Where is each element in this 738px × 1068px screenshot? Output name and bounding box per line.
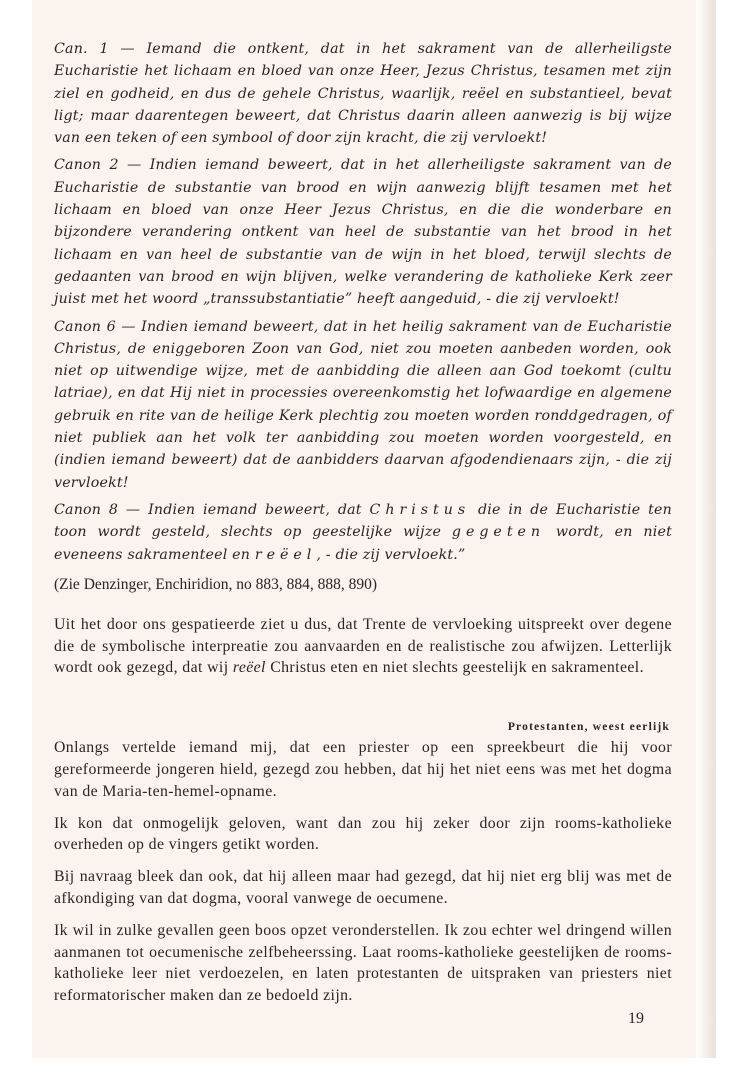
canon-8-pre: Canon 8 — Indien iemand beweert, dat <box>54 501 370 518</box>
intro-pre: Uit het door ons gespatieerde ziet u dus, dat Trente de vervloeking uitspreekt over degene die de symbolische interpreatie zou aanvaarden en de realistische zou afwijzen. Letterlijk wordt ook gezegd, dat wij <box>54 615 672 677</box>
intro-emphasis: reëel <box>232 659 266 677</box>
canon-8-post: , - die zij vervloekt.” <box>316 546 466 563</box>
canon-6: Canon 6 — Indien iemand beweert, dat in het heilig sakrament van de Eucharistie Christus, de eniggeboren Zoon van God, niet zou moeten aanbeden worden, ook niet op uitwendige wijze, met de aanbidding die alleen aan God toekomt (cultu latriae), en dat Hij niet in processies overeenkomstig het lofwaardige en algemene gebruik en rite van de heilige Kerk plechtig zou moeten worden ronddgedragen, of niet publiek aan het volk ter aanbidding zou moeten worden voorgesteld, en (indien iemand beweert) dat de aanbidders daarvan afgodendienaars zijn, - die zij vervloekt! <box>54 318 672 491</box>
canon-8-spaced-reeel: reëel <box>254 546 317 563</box>
section-paragraph-1: Onlangs vertelde iemand mij, dat een priester op een spreekbeurt die hij voor gereformeerde jongeren hield, gezegd zou hebben, dat hij het niet eens was met het dogma van de Maria-ten-hemel-opname. <box>54 739 672 800</box>
intro-post: Christus eten en niet slechts geestelijk en sakramenteel. <box>265 659 644 677</box>
canon-8-mid2: wordt, en niet eveneens sakramenteel en <box>54 524 672 563</box>
section-paragraph-3: Bij navraag bleek dan ook, dat hij alleen maar had gezegd, dat hij niet erg blij was met de afkondiging van dat dogma, vooral vanwege de oecumene. <box>54 868 672 907</box>
page-edge-shadow <box>696 0 716 1058</box>
section-paragraph-2: Ik kon dat onmogelijk geloven, want dan zou hij zeker door zijn rooms-katholieke overheden op de vingers getikt worden. <box>54 814 672 854</box>
book-page <box>32 0 716 1058</box>
canon-8-spaced-christus: Christus <box>369 501 471 518</box>
canon-8 <box>54 499 672 566</box>
section-heading: Protestanten, weest eerlijk <box>507 721 670 734</box>
canon-8-mid: die in de Eucharistie ten toon wordt gesteld, slechts op geestelijke wijze <box>54 501 672 541</box>
canon-2: Canon 2 — Indien iemand beweert, dat in het allerheiligste sakrament van de Eucharistie de substantie van brood en wijn aanwezig blijft tesamen met het lichaam en bloed van onze Heer Jezus Christus, en die die wonderbare en bijzondere verandering ontkent van heel de substantie van het brood in het lichaam en van heel de substantie van de wijn in het bloed, terwijl slechts de gedaanten van brood en wijn blijven, welke verandering de katholieke Kerk zeer juist met het woord „transsubstantiatie” heeft aangeduid, - die zij vervloekt! <box>54 157 672 308</box>
section-paragraph-4: Ik wil in zulke gevallen geen boos opzet veronderstellen. Ik zou echter wel dringend willen aanmanen tot oecumenische zelfbeheerssing. Laat rooms-katholieke geestelijken de rooms-katholieke leer niet verdoezelen, en laten protestanten de uitspraken van priesters niet reformatorischer maken dan ze bedoeld zijn. <box>54 921 672 1005</box>
denzinger-reference: (Zie Denzinger, Enchiridion, no 883, 884, 888, 890) <box>54 575 378 593</box>
canon-8-spaced-gegeten: gegeten <box>451 524 546 541</box>
canon-1: Can. 1 — Iemand die ontkent, dat in het sakrament van de allerheiligste Eucharistie het lichaam en bloed van onze Heer, Jezus Christus, tesamen met zijn ziel en godheid, en dus de gehele Christus, waarlijk, reëel en substantieel, bevat ligt; maar daarentegen beweert, dat Christus daarin alleen aanwezig is bij wijze van een teken of een symbool of door zijn kracht, die zij vervloekt! <box>54 41 672 147</box>
page-number: 19 <box>628 1010 644 1027</box>
intro-paragraph <box>54 614 672 679</box>
page-content <box>54 38 672 1017</box>
